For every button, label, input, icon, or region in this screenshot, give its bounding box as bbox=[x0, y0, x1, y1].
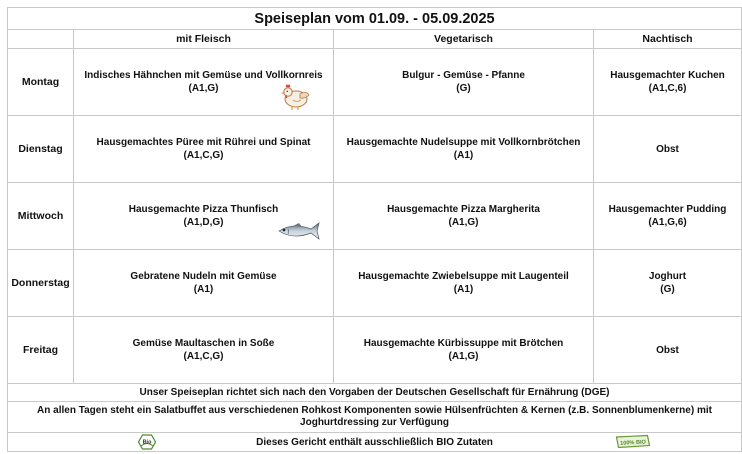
dessert-cell bbox=[594, 250, 742, 317]
allergen-codes: (G) bbox=[456, 83, 471, 94]
day-label: Dienstag bbox=[8, 116, 74, 183]
column-header-meat: mit Fleisch bbox=[74, 30, 334, 49]
day-label: Mittwoch bbox=[8, 183, 74, 250]
vegetarian-dish-cell bbox=[334, 317, 594, 384]
column-header-dessert: Nachtisch bbox=[594, 30, 742, 49]
allergen-codes: (A1,G) bbox=[448, 217, 479, 228]
svg-text:100% BIO: 100% BIO bbox=[620, 439, 647, 447]
allergen-codes: (A1) bbox=[453, 150, 474, 161]
allergen-codes: (A1,C,G) bbox=[183, 150, 224, 161]
dish-name: Hausgemachte Kürbissuppe mit Brötchen bbox=[363, 338, 564, 349]
chicken-icon bbox=[279, 81, 313, 111]
dessert-cell bbox=[594, 116, 742, 183]
dish-name: Hausgemachte Zwiebelsuppe mit Laugenteil bbox=[358, 271, 569, 282]
dessert-cell bbox=[594, 49, 742, 116]
bio-note bbox=[8, 433, 742, 452]
bio-hexagon-logo bbox=[138, 434, 156, 450]
dish-name: Obst bbox=[656, 143, 679, 155]
day-label: Montag bbox=[8, 49, 74, 116]
dish-name: Hausgemachte Pizza Thunfisch bbox=[128, 204, 279, 215]
meat-dish-cell bbox=[74, 183, 334, 250]
meat-dish-cell bbox=[74, 116, 334, 183]
dish-name: Indisches Hähnchen mit Gemüse und Vollkornreis bbox=[84, 70, 323, 81]
allergen-codes: (A1,G,6) bbox=[648, 217, 687, 228]
dessert-cell bbox=[594, 183, 742, 250]
menu-table bbox=[7, 7, 742, 452]
column-header-day bbox=[8, 30, 74, 49]
table-row-montag bbox=[8, 49, 742, 116]
allergen-codes: (A1,G) bbox=[188, 83, 219, 94]
dish-name: Obst bbox=[656, 344, 679, 356]
svg-text:Bio: Bio bbox=[142, 439, 152, 446]
dessert-cell bbox=[594, 317, 742, 384]
bio-note-text: Dieses Gericht enthält ausschließlich BIO Zutaten bbox=[256, 436, 493, 448]
page-title: Speiseplan vom 01.09. - 05.09.2025 bbox=[8, 8, 742, 30]
allergen-codes: (A1,C,6) bbox=[648, 83, 687, 94]
allergen-codes: (A1,G) bbox=[448, 351, 479, 362]
dish-name: Gebratene Nudeln mit Gemüse bbox=[130, 271, 277, 282]
table-row-freitag bbox=[8, 317, 742, 384]
allergen-codes: (A1,C,G) bbox=[183, 351, 224, 362]
dish-name: Bulgur - Gemüse - Pfanne bbox=[402, 70, 525, 81]
dish-name: Hausgemachter Pudding bbox=[608, 204, 727, 215]
table-row-donnerstag bbox=[8, 250, 742, 317]
meat-dish-cell bbox=[74, 49, 334, 116]
allergen-codes: (A1) bbox=[453, 284, 474, 295]
allergen-codes: (A1) bbox=[193, 284, 214, 295]
dish-name: Gemüse Maultaschen in Soße bbox=[132, 338, 275, 349]
table-row-mittwoch bbox=[8, 183, 742, 250]
vegetarian-dish-cell bbox=[334, 183, 594, 250]
bio-badge-logo bbox=[615, 434, 651, 449]
column-header-vegetarian: Vegetarisch bbox=[334, 30, 594, 49]
salad-buffet-note: An allen Tagen steht ein Salatbuffet aus verschiedenen Rohkost Komponenten sowie Hülsenfrüchten & Kernen (z.B. Sonnenblumenkerne) mit Joghurtdressing zur Verfügung bbox=[8, 402, 742, 433]
dish-name: Hausgemachte Nudelsuppe mit Vollkornbrötchen bbox=[346, 137, 581, 148]
dish-name: Hausgemachter Kuchen bbox=[610, 70, 725, 81]
meat-dish-cell bbox=[74, 317, 334, 384]
allergen-codes: (G) bbox=[660, 284, 675, 295]
dge-note: Unser Speiseplan richtet sich nach den Vorgaben der Deutschen Gesellschaft für Ernährung (DGE) bbox=[8, 384, 742, 402]
vegetarian-dish-cell bbox=[334, 250, 594, 317]
fish-icon bbox=[275, 220, 323, 242]
day-label: Freitag bbox=[8, 317, 74, 384]
day-label: Donnerstag bbox=[8, 250, 74, 317]
dish-name: Hausgemachtes Püree mit Rührei und Spinat bbox=[96, 137, 311, 148]
vegetarian-dish-cell bbox=[334, 116, 594, 183]
dish-name: Hausgemachte Pizza Margherita bbox=[387, 204, 540, 215]
vegetarian-dish-cell bbox=[334, 49, 594, 116]
allergen-codes: (A1,D,G) bbox=[183, 217, 224, 228]
table-row-dienstag bbox=[8, 116, 742, 183]
dish-name: Joghurt bbox=[648, 271, 687, 282]
meat-dish-cell bbox=[74, 250, 334, 317]
